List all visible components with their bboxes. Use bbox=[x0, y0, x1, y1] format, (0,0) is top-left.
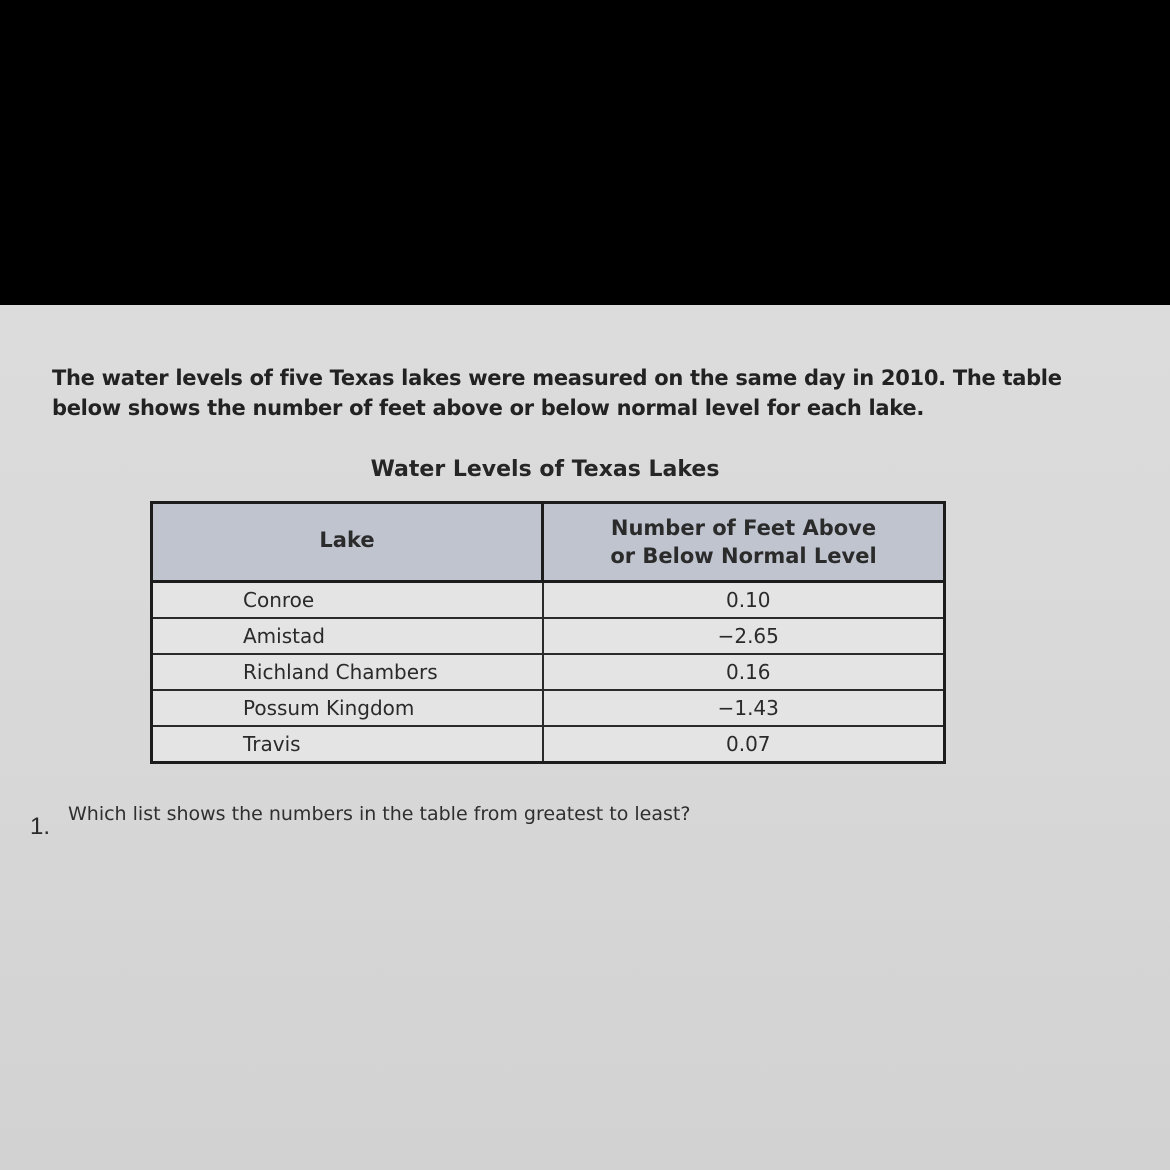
table-row bbox=[152, 690, 945, 726]
problem-intro: The water levels of five Texas lakes were measured on the same day in 2010. The table below shows the number of feet above or below normal level for each lake. bbox=[52, 366, 1062, 420]
monitor-screen bbox=[0, 305, 1170, 1170]
lake-name-cell: Richland Chambers bbox=[152, 654, 543, 690]
table-title: Water Levels of Texas Lakes bbox=[370, 457, 720, 482]
table-header-row bbox=[152, 503, 945, 582]
lake-name-cell: Travis bbox=[152, 726, 543, 763]
lake-name-cell: Possum Kingdom bbox=[152, 690, 543, 726]
water-levels-table bbox=[150, 501, 946, 764]
lake-value-cell: 0.16 bbox=[543, 654, 945, 690]
lake-name-cell: Conroe bbox=[152, 582, 543, 619]
question-text: Which list shows the numbers in the table from greatest to least? bbox=[68, 803, 691, 825]
question-number: 1. bbox=[30, 813, 51, 840]
header-feet-above-below: Number of Feet Above or Below Normal Level bbox=[543, 503, 945, 582]
lake-name-cell: Amistad bbox=[152, 618, 543, 654]
lake-value-cell: 0.10 bbox=[543, 582, 945, 619]
table-row bbox=[152, 618, 945, 654]
lake-value-cell: −1.43 bbox=[543, 690, 945, 726]
table-row bbox=[152, 654, 945, 690]
lake-value-cell: 0.07 bbox=[543, 726, 945, 763]
header-lake: Lake bbox=[152, 503, 543, 582]
table-row bbox=[152, 582, 945, 619]
lake-value-cell: −2.65 bbox=[543, 618, 945, 654]
table-row bbox=[152, 726, 945, 763]
